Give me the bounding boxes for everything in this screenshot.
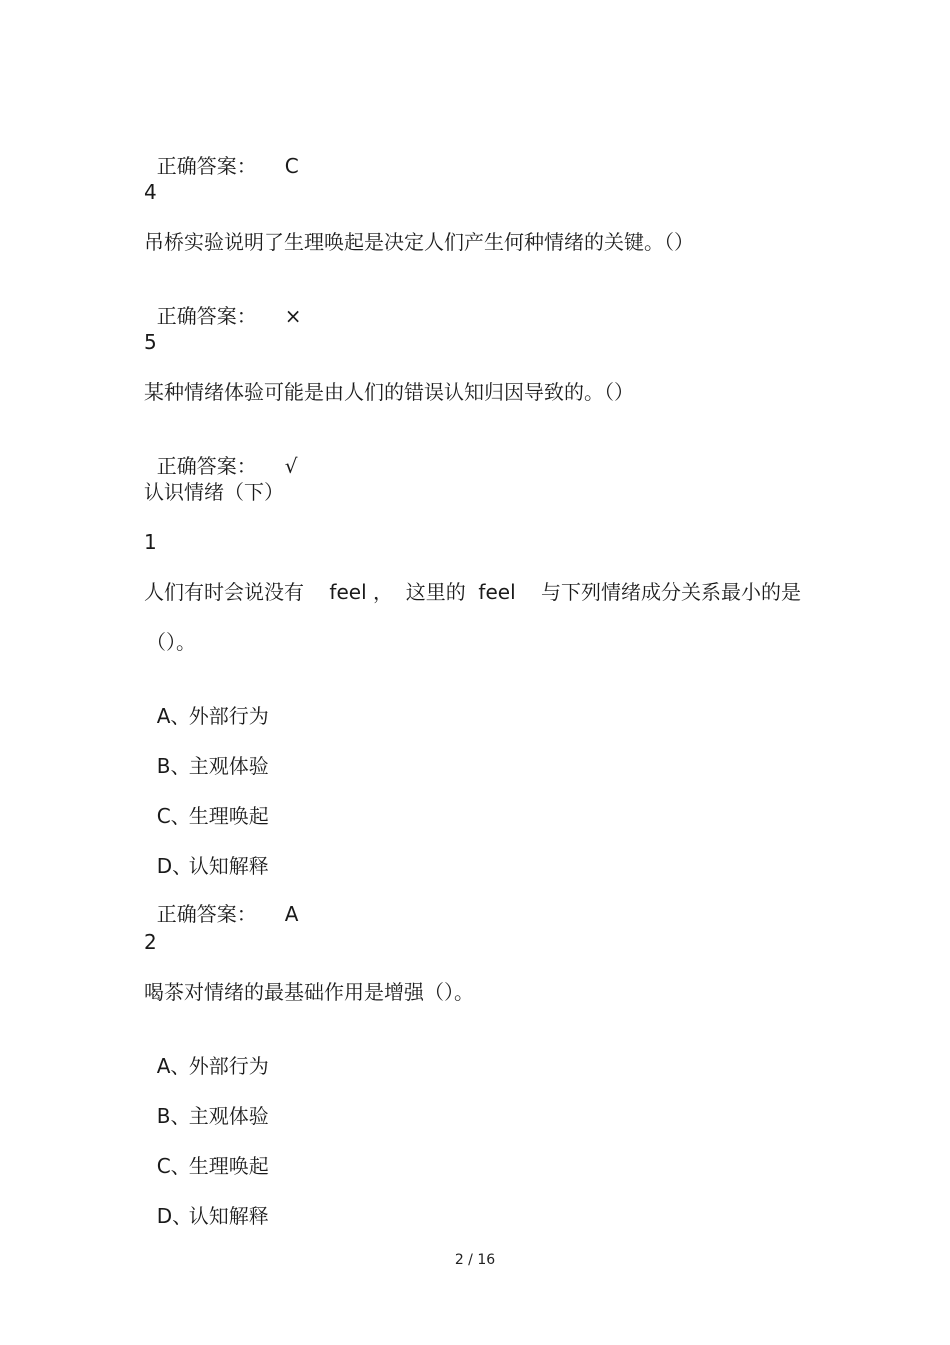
page-indicator: 2 / 16 [454,1252,496,1268]
option-item [144,680,269,728]
question-number: 1 [144,530,157,554]
question-number: 5 [144,330,157,354]
answer-line-s2q1 [144,878,298,926]
section-title: 认识情绪（下） [144,480,284,504]
question-text: 喝茶对情绪的最基础作用是增强（）。 [144,980,474,1004]
option-item [144,1130,269,1178]
option-letter: C、 [156,804,191,828]
option-item [144,1180,269,1228]
answer-line-q5 [144,430,297,478]
option-text: 认知解释 [188,1204,269,1228]
question-text: 吊桥实验说明了生理唤起是决定人们产生何种情绪的关键。（） [144,230,694,254]
option-item [144,780,269,828]
option-text: 生理唤起 [188,804,269,828]
option-letter: C、 [156,1154,191,1178]
answer-value: × [284,304,302,328]
answer-value: C [284,154,299,178]
option-text: 主观体验 [188,754,269,778]
option-item [144,830,269,878]
question-number: 4 [144,180,157,204]
answer-value: √ [284,454,298,478]
answer-label: 正确答案： [156,454,257,478]
answer-line-q4 [144,280,301,328]
option-letter: D、 [156,1204,193,1228]
question-text: 人们有时会说没有 feel ， 这里的 feel 与下列情绪成分关系最小的是 [144,580,802,604]
option-item [144,1080,269,1128]
answer-line-prev [144,130,299,178]
option-text: 外部行为 [188,704,269,728]
option-item [144,1030,269,1078]
option-text: 认知解释 [188,854,269,878]
answer-label: 正确答案： [156,902,257,926]
answer-label: 正确答案： [156,154,257,178]
option-letter: A、 [156,1054,191,1078]
option-letter: A、 [156,704,191,728]
answer-label: 正确答案： [156,304,257,328]
question-number: 2 [144,930,157,954]
question-text: 某种情绪体验可能是由人们的错误认知归因导致的。（） [144,380,634,404]
answer-value: A [284,902,299,926]
option-item [144,730,269,778]
option-text: 外部行为 [188,1054,269,1078]
question-text-continued: （）。 [146,630,196,654]
option-letter: B、 [156,754,191,778]
option-letter: B、 [156,1104,191,1128]
option-text: 主观体验 [188,1104,269,1128]
option-text: 生理唤起 [188,1154,269,1178]
option-letter: D、 [156,854,193,878]
